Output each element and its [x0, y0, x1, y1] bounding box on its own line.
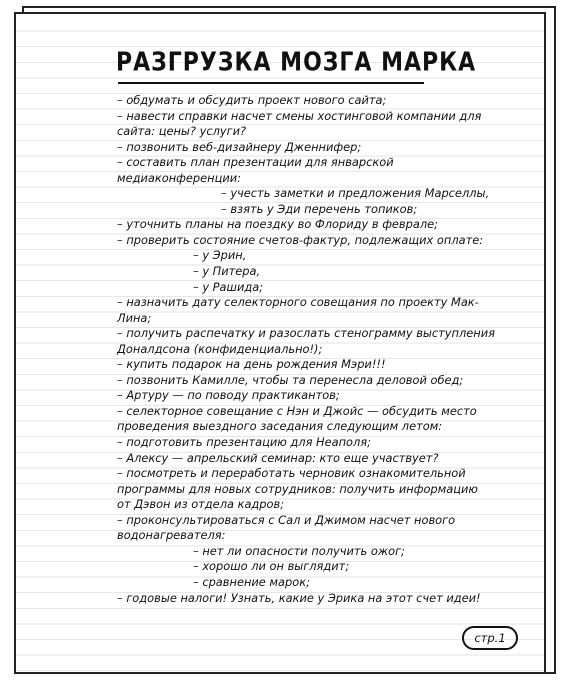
page-number-badge: стр.1: [462, 626, 518, 650]
note-subline: – у Питера,: [193, 264, 261, 279]
note-line: – навести справки насчет смены хостинговой компании для: [117, 108, 482, 123]
note-line: водонагревателя:: [117, 528, 226, 543]
note-line: – подготовить презентацию для Неаполя;: [117, 435, 371, 450]
title-underline: [118, 82, 424, 84]
note-line: – проверить состояние счетов-фактур, подлежащих оплате:: [117, 232, 484, 247]
note-subline: – хорошо ли он выглядит;: [193, 559, 350, 574]
note-line: – Алексу — апрельский семинар: кто еще участвует?: [117, 450, 439, 465]
note-line: – составить план презентации для январской: [117, 155, 394, 170]
note-subline: – сравнение марок;: [193, 574, 310, 589]
note-line: – купить подарок на день рождения Мэри!!!: [117, 357, 386, 372]
note-line: – селекторное совещание с Нэн и Джойс — обсудить место: [117, 403, 477, 418]
note-line: – позвонить Камилле, чтобы та перенесла деловой обед;: [117, 372, 464, 387]
note-subline: – взять у Эди перечень топиков;: [221, 201, 418, 216]
note-line: программы для новых сотрудников: получить информацию: [117, 481, 478, 496]
notebook-page: [14, 12, 546, 674]
note-line: – Артуру — по поводу практикантов;: [117, 388, 340, 403]
note-subline: – у Рашида;: [193, 279, 264, 294]
note-subline: – учесть заметки и предложения Марселлы,: [221, 186, 490, 201]
note-line: Доналдсона (конфиденциально!);: [117, 341, 323, 356]
note-line: – годовые налоги! Узнать, какие у Эрика на этот счет идеи!: [117, 590, 481, 605]
note-line: – уточнить планы на поездку во Флориду в феврале;: [117, 217, 438, 232]
note-line: – назначить дату селекторного совещания по проекту Мак-: [117, 295, 479, 310]
note-line: – обдумать и обсудить проект нового сайта;: [117, 93, 387, 107]
note-line: от Дэвон из отдела кадров;: [117, 497, 285, 512]
note-line: сайта: цены? услуги?: [117, 124, 247, 139]
note-line: медиаконференции:: [117, 170, 241, 185]
note-line: – проконсультироваться с Сал и Джимом насчет нового: [117, 512, 456, 527]
note-line: – получить распечатку и разослать стенограмму выступления: [117, 326, 495, 341]
note-line: – позвонить веб-дизайнеру Дженнифер;: [117, 139, 362, 154]
note-line: – посмотреть и переработать черновик ознакомительной: [117, 466, 466, 481]
note-subline: – нет ли опасности получить ожог;: [193, 543, 405, 558]
note-line: проведения выездного заседания следующим летом:: [117, 419, 443, 434]
page-title: РАЗГРУЗКА МОЗГА МАРКА: [116, 48, 477, 78]
note-line: Лина;: [117, 310, 152, 325]
note-subline: – у Эрин,: [193, 248, 247, 263]
note-body: [117, 93, 527, 606]
